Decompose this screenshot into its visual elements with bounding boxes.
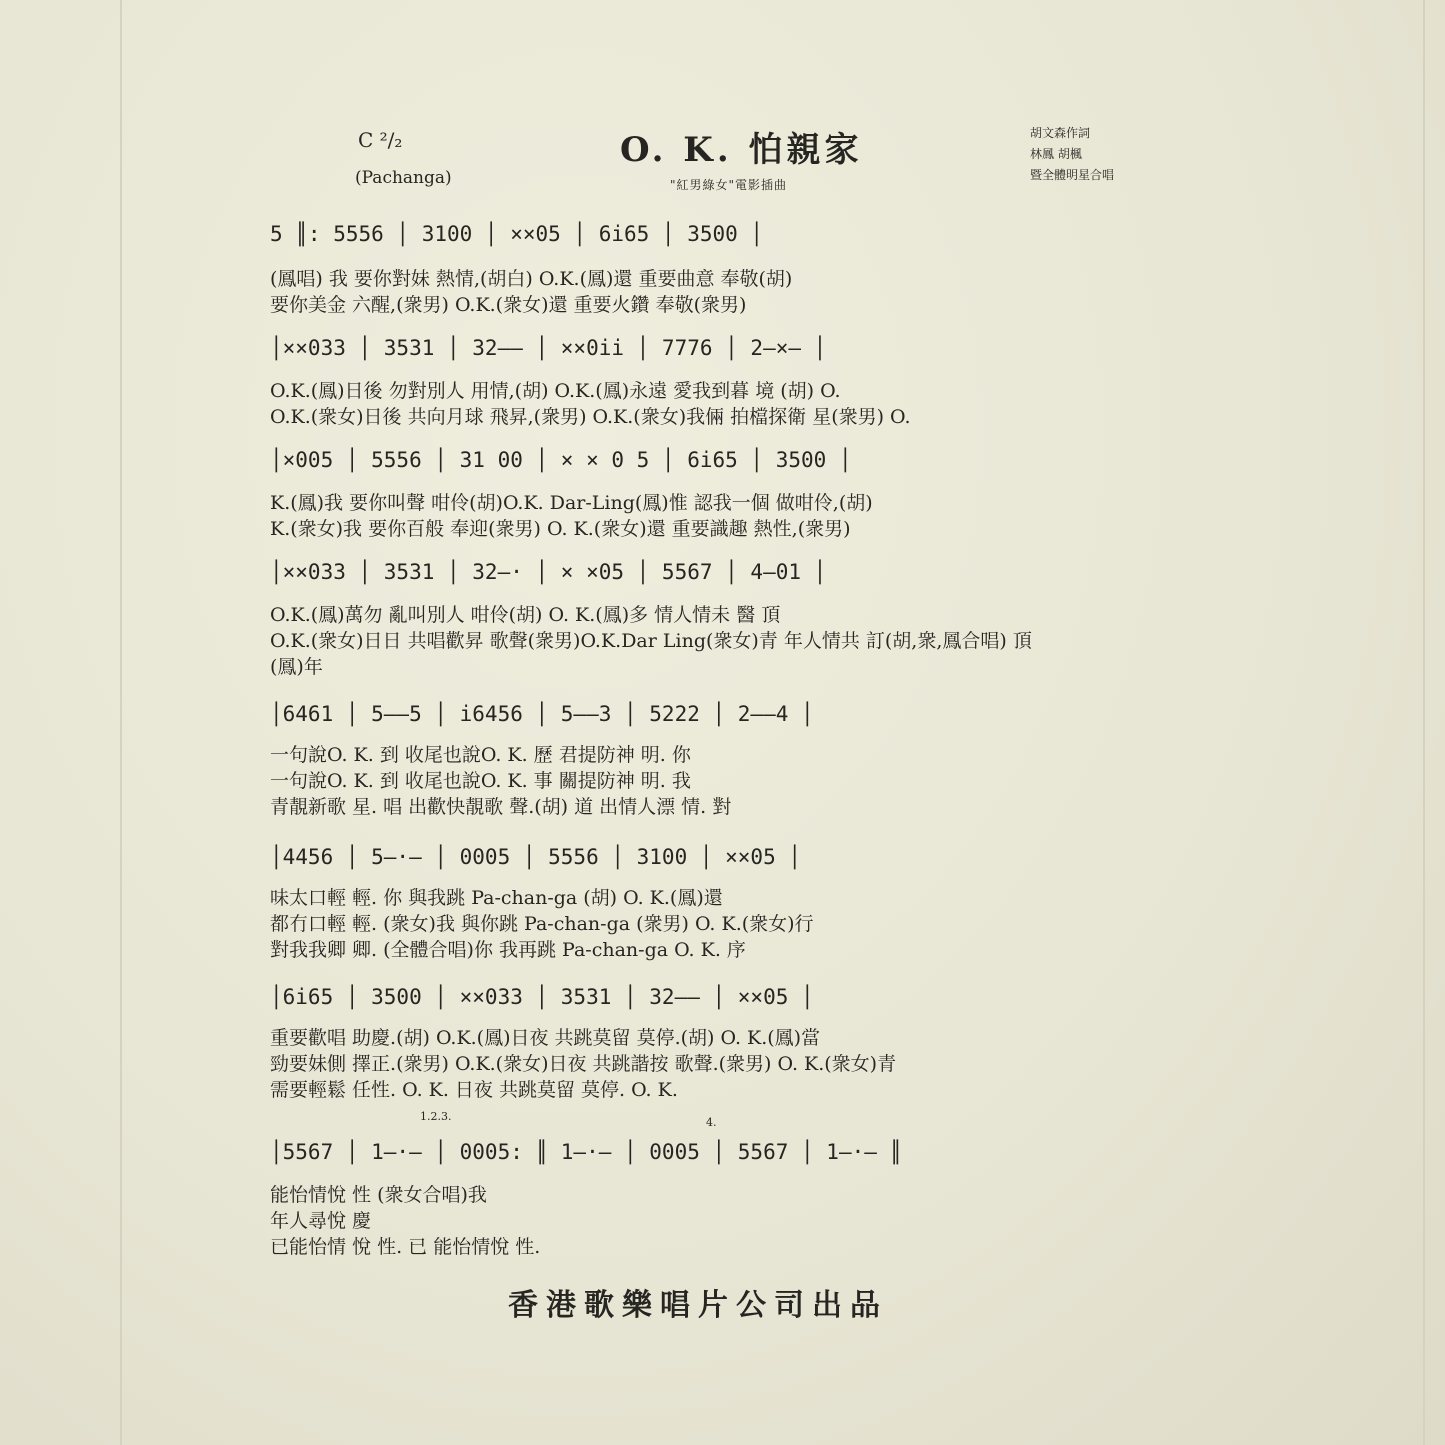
lyric-line: 味太口輕 輕. 你 與我跳 Pa-chan-ga (胡) O. K.(鳳)還 (270, 887, 723, 909)
credit-line: 胡文森作詞 (1030, 126, 1091, 140)
lyric-line: 已能怡情 悅 性. 已 能怡情悅 性. (270, 1236, 541, 1258)
paper-crease (1423, 0, 1425, 1445)
lyric-line: (鳳)年 (270, 656, 323, 678)
publisher-footer: 香港歌樂唱片公司出品 (508, 1288, 888, 1323)
notation-line: │5567 │ 1—·— │ 0005: ║ 1—·— │ 0005 │ 5567 │ 1—·— ║ (270, 1140, 903, 1164)
notation-line: 5 ║: 5556 │ 3100 │ ××05 │ 6i65 │ 3500 │ (270, 222, 764, 246)
song-subtitle: "紅男綠女"電影插曲 (670, 178, 788, 192)
rhythm-style: (Pachanga) (355, 168, 452, 188)
ending-mark: 1.2.3. (420, 1110, 452, 1123)
lyric-line: 需要輕鬆 任性. O. K. 日夜 共跳莫留 莫停. O. K. (270, 1079, 678, 1101)
lyric-line: O.K.(鳳)萬勿 亂叫別人 咁伶(胡) O. K.(鳳)多 情人情未 醫 頂 (270, 604, 781, 626)
notation-line: │4456 │ 5—·— │ 0005 │ 5556 │ 3100 │ ××05 │ (270, 845, 802, 869)
lyric-line: 對我我卿 卿. (全體合唱)你 我再跳 Pa-chan-ga O. K. 序 (270, 939, 746, 961)
lyric-line: (鳳唱) 我 要你對妹 熱情,(胡白) O.K.(鳳)還 重要曲意 奉敬(胡) (270, 268, 793, 290)
lyric-line: K.(衆女)我 要你百般 奉迎(衆男) O. K.(衆女)還 重要識趣 熱性,(衆男) (270, 518, 851, 540)
lyric-line: 重要歡唱 助慶.(胡) O.K.(鳳)日夜 共跳莫留 莫停.(胡) O. K.(鳳)當 (270, 1027, 821, 1049)
lyric-line: O.K.(衆女)日後 共向月球 飛昇,(衆男) O.K.(衆女)我倆 拍檔探衛 星(衆男) O. (270, 406, 911, 428)
lyric-line: 青靚新歌 星. 唱 出歡快靚歌 聲.(胡) 道 出情人漂 情. 對 (270, 796, 732, 818)
lyric-line: K.(鳳)我 要你叫聲 咁伶(胡)O.K. Dar-Ling(鳳)惟 認我一個 做咁伶,(胡) (270, 492, 873, 514)
credits (1030, 123, 1114, 186)
lyric-line: 都冇口輕 輕. (衆女)我 與你跳 Pa-chan-ga (衆男) O. K.(衆女)行 (270, 913, 814, 935)
paper-crease (120, 0, 122, 1445)
lyric-line: 一句說O. K. 到 收尾也說O. K. 事 關提防神 明. 我 (270, 770, 691, 792)
lyric-line: O.K.(鳳)日後 勿對別人 用情,(胡) O.K.(鳳)永遠 愛我到暮 境 (胡) O. (270, 380, 841, 402)
credit-line: 暨全體明星合唱 (1030, 168, 1115, 182)
lyric-line: 一句說O. K. 到 收尾也說O. K. 歷 君提防神 明. 你 (270, 744, 691, 766)
lyric-line: O.K.(衆女)日日 共唱歡昇 歌聲(衆男)O.K.Dar Ling(衆女)青 年人情共 訂(胡,衆,鳳合唱) 頂 (270, 630, 1032, 652)
lyric-line: 要你美金 六醒,(衆男) O.K.(衆女)還 重要火鑽 奉敬(衆男) (270, 294, 747, 316)
lyric-line: 年人尋悅 慶 (270, 1210, 372, 1232)
notation-line: │6i65 │ 3500 │ ××033 │ 3531 │ 32—— │ ××05 │ (270, 985, 814, 1009)
lyric-line: 能怡情悅 性 (衆女合唱)我 (270, 1184, 487, 1206)
notation-line: │××033 │ 3531 │ 32—— │ ××0ii │ 7776 │ 2—×— │ (270, 336, 827, 360)
song-title: O. K. 怕親家 (620, 130, 863, 170)
notation-line: │×005 │ 5556 │ 31 00 │ × × 0 5 │ 6i65 │ 3500 │ (270, 448, 852, 472)
ending-mark: 4. (706, 1116, 717, 1129)
credit-line: 林鳳 胡楓 (1030, 147, 1082, 161)
notation-line: │××033 │ 3531 │ 32—· │ × ×05 │ 5567 │ 4—01 │ (270, 560, 827, 584)
key-signature: C ²/₂ (358, 128, 403, 152)
lyric-line: 勁要妹側 擇正.(衆男) O.K.(衆女)日夜 共跳諧按 歌聲.(衆男) O. K.(衆女)青 (270, 1053, 897, 1075)
notation-line: │6461 │ 5——5 │ i6456 │ 5——3 │ 5222 │ 2——4 │ (270, 702, 814, 726)
